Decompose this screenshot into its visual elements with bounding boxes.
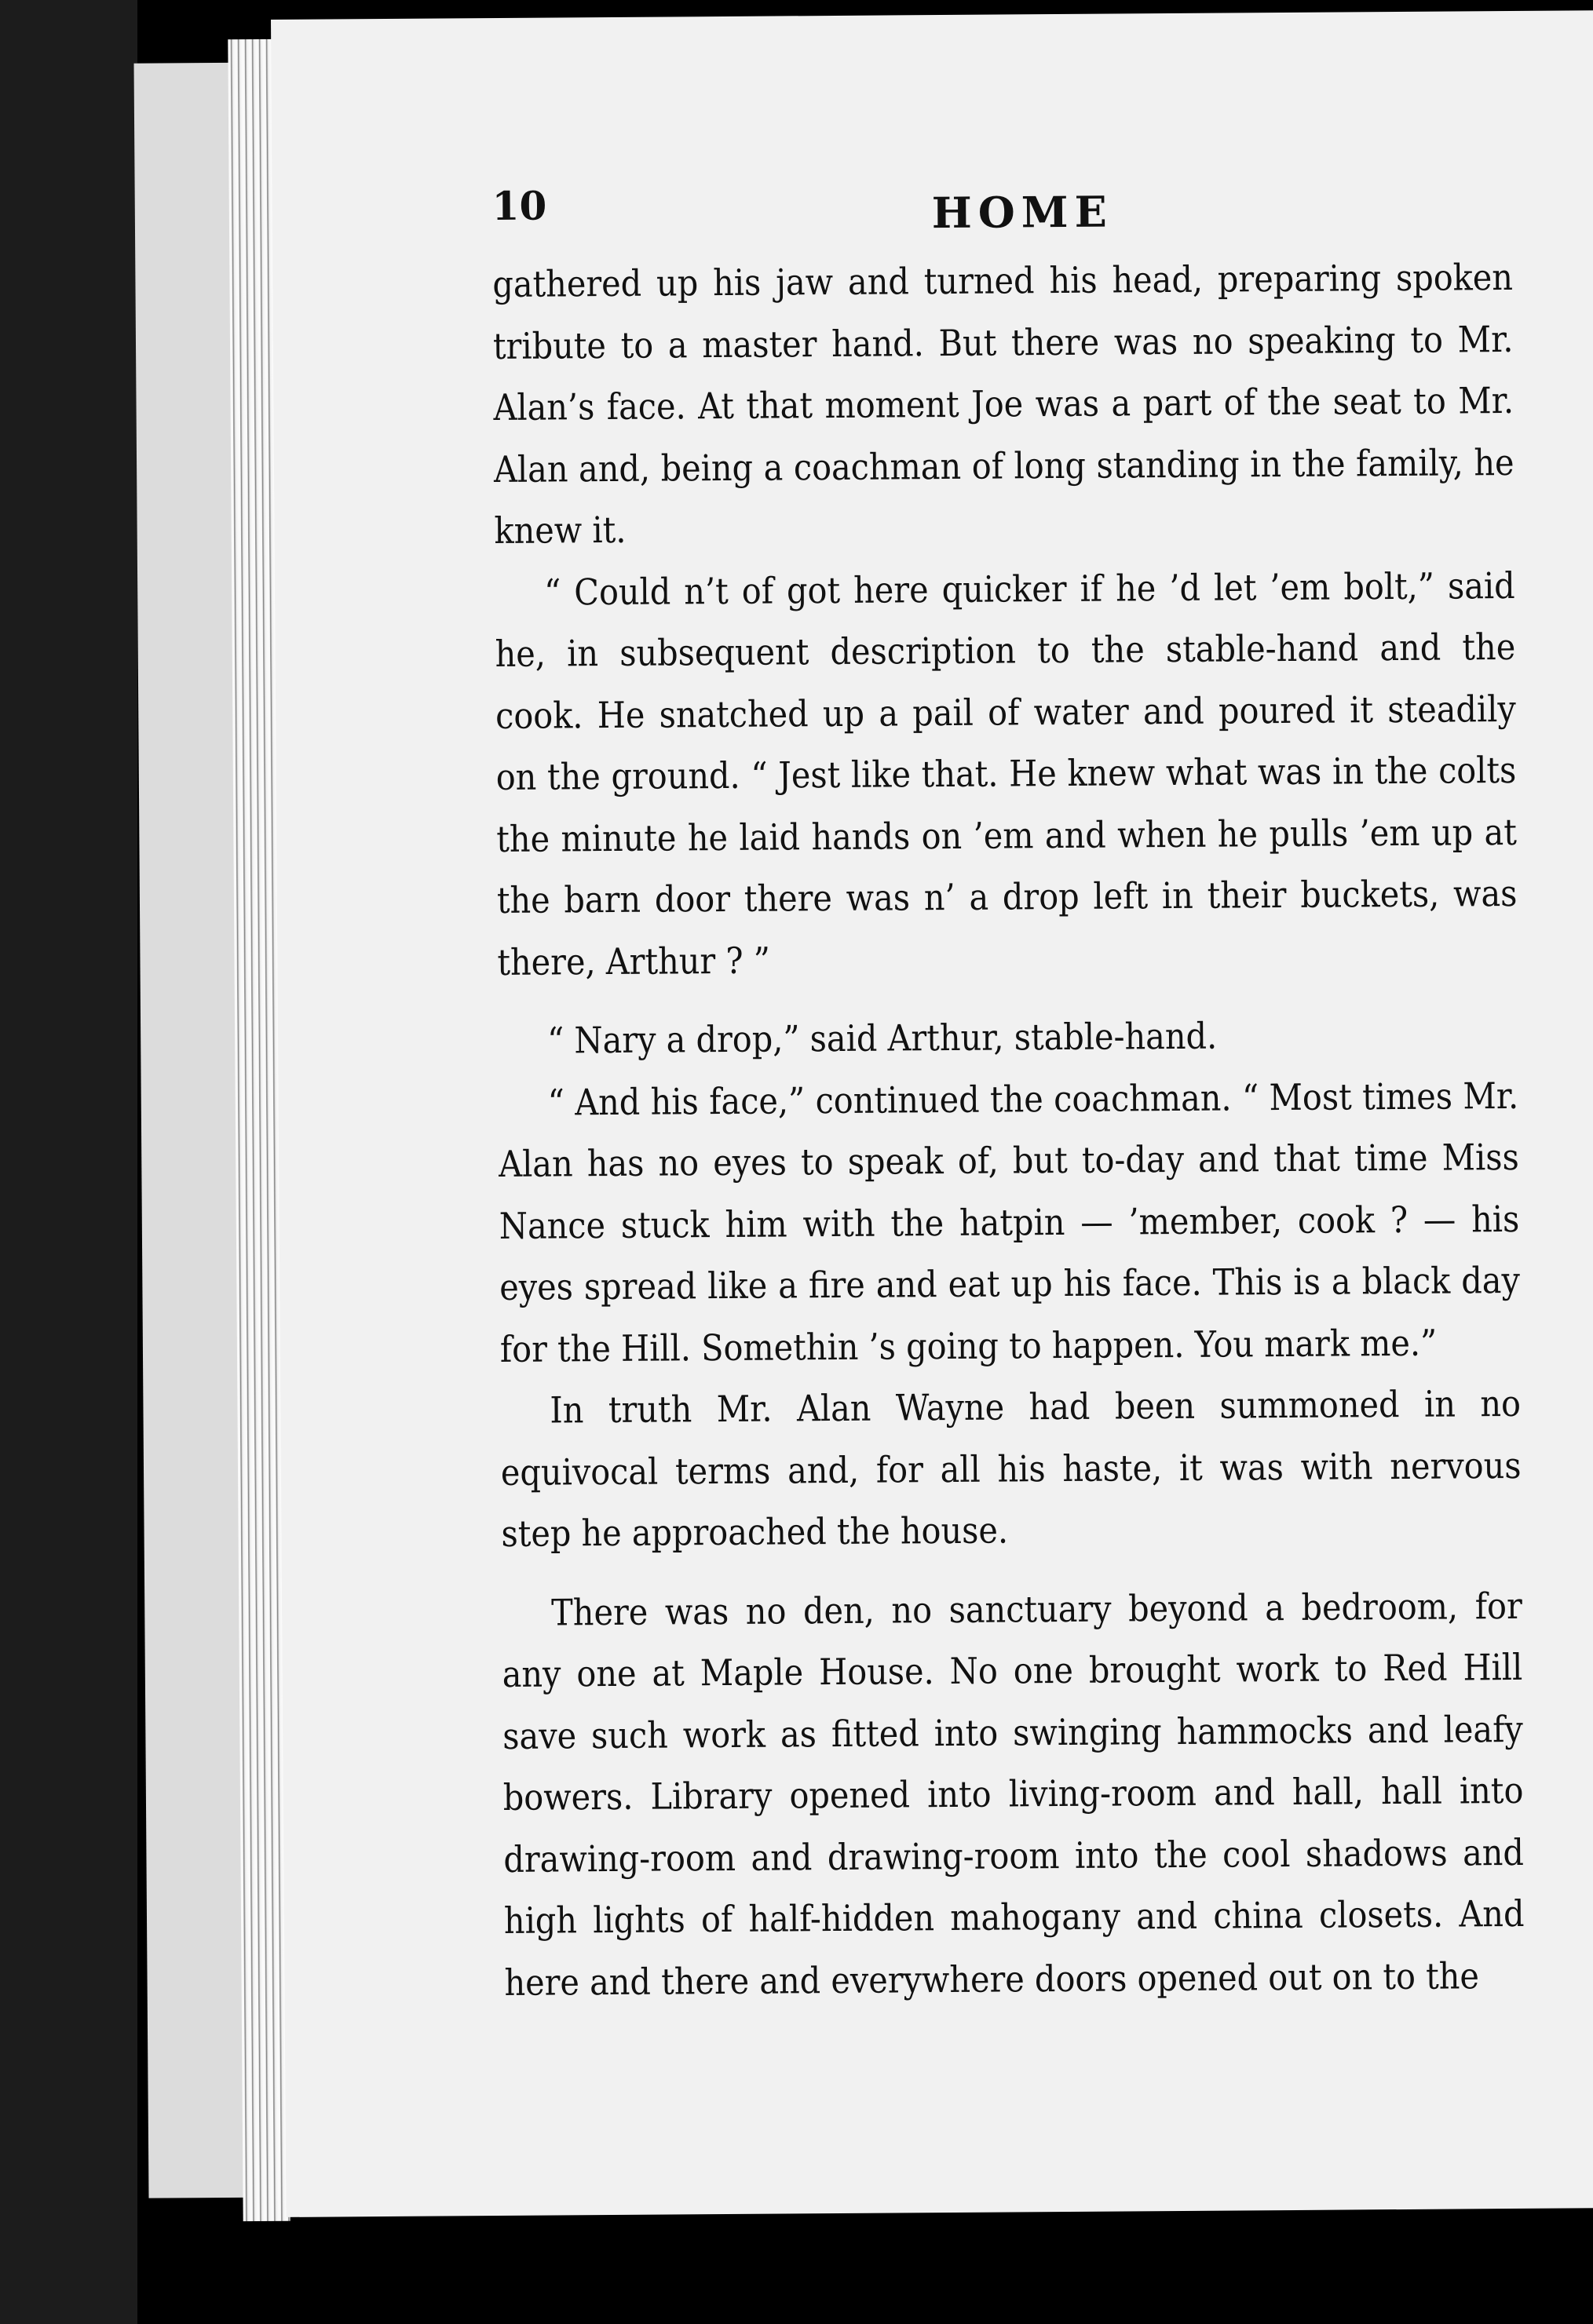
page-header [491,160,1513,254]
paragraph: There was no den, no sanctuary beyond a bedroom, for any one at Maple House. No one brought work to Red Hill save such work as fitted into swinging hammocks and leafy bowers. Library opened into living-room and hall, hall into drawing-room and drawing-room into the cool shadows and high lights of half-hidden mahogany and china closets. And here and there and everywhere doors opened out on to the [502,1584,1525,2004]
book-page [271,10,1593,2217]
paragraph: gathered up his jaw and turned his head, preparing spoken tribute to a master hand. But there was no speaking to Mr. Alan’s face. At that moment Joe was a part of the seat to Mr. Alan and, being a coachman of long standing in the family, he knew it. [492,255,1514,553]
page-number: 10 [491,182,547,230]
body-text [492,246,1525,2013]
paragraph: “ Nary a drop,” said Arthur, stable-hand. [546,1014,1218,1062]
scan-dark-border [0,0,137,2324]
page-content [491,160,1525,2013]
paragraph: In truth Mr. Alan Wayne had been summoned in no equivocal terms and, for all his haste, it was with nervous step he approached the house. [500,1381,1522,1555]
paragraph: “ And his face,” continued the coachman. “ Most times Mr. Alan has no eyes to speak of, but to-day and that time Miss Nance stuck him with the hatpin — ’member, cook ? — his eyes spread like a fire and eat up his face. This is a black day for the Hill. Somethin ’s going to happen. You mark me.” [498,1074,1521,1370]
paragraph: “ Could n’t of got here quicker if he ’d let ’em bolt,” said he, in subsequent description to the stable-hand and the cook. He snatched up a pail of water and poured it steadily on the ground. “ Jest like that. He knew what was in the colts the minute he laid hands on ’em and when he pulls ’em up at the barn door there was n’ a drop left in their buckets, was there, Arthur ? ” [495,564,1518,983]
running-title: HOME [931,186,1113,239]
